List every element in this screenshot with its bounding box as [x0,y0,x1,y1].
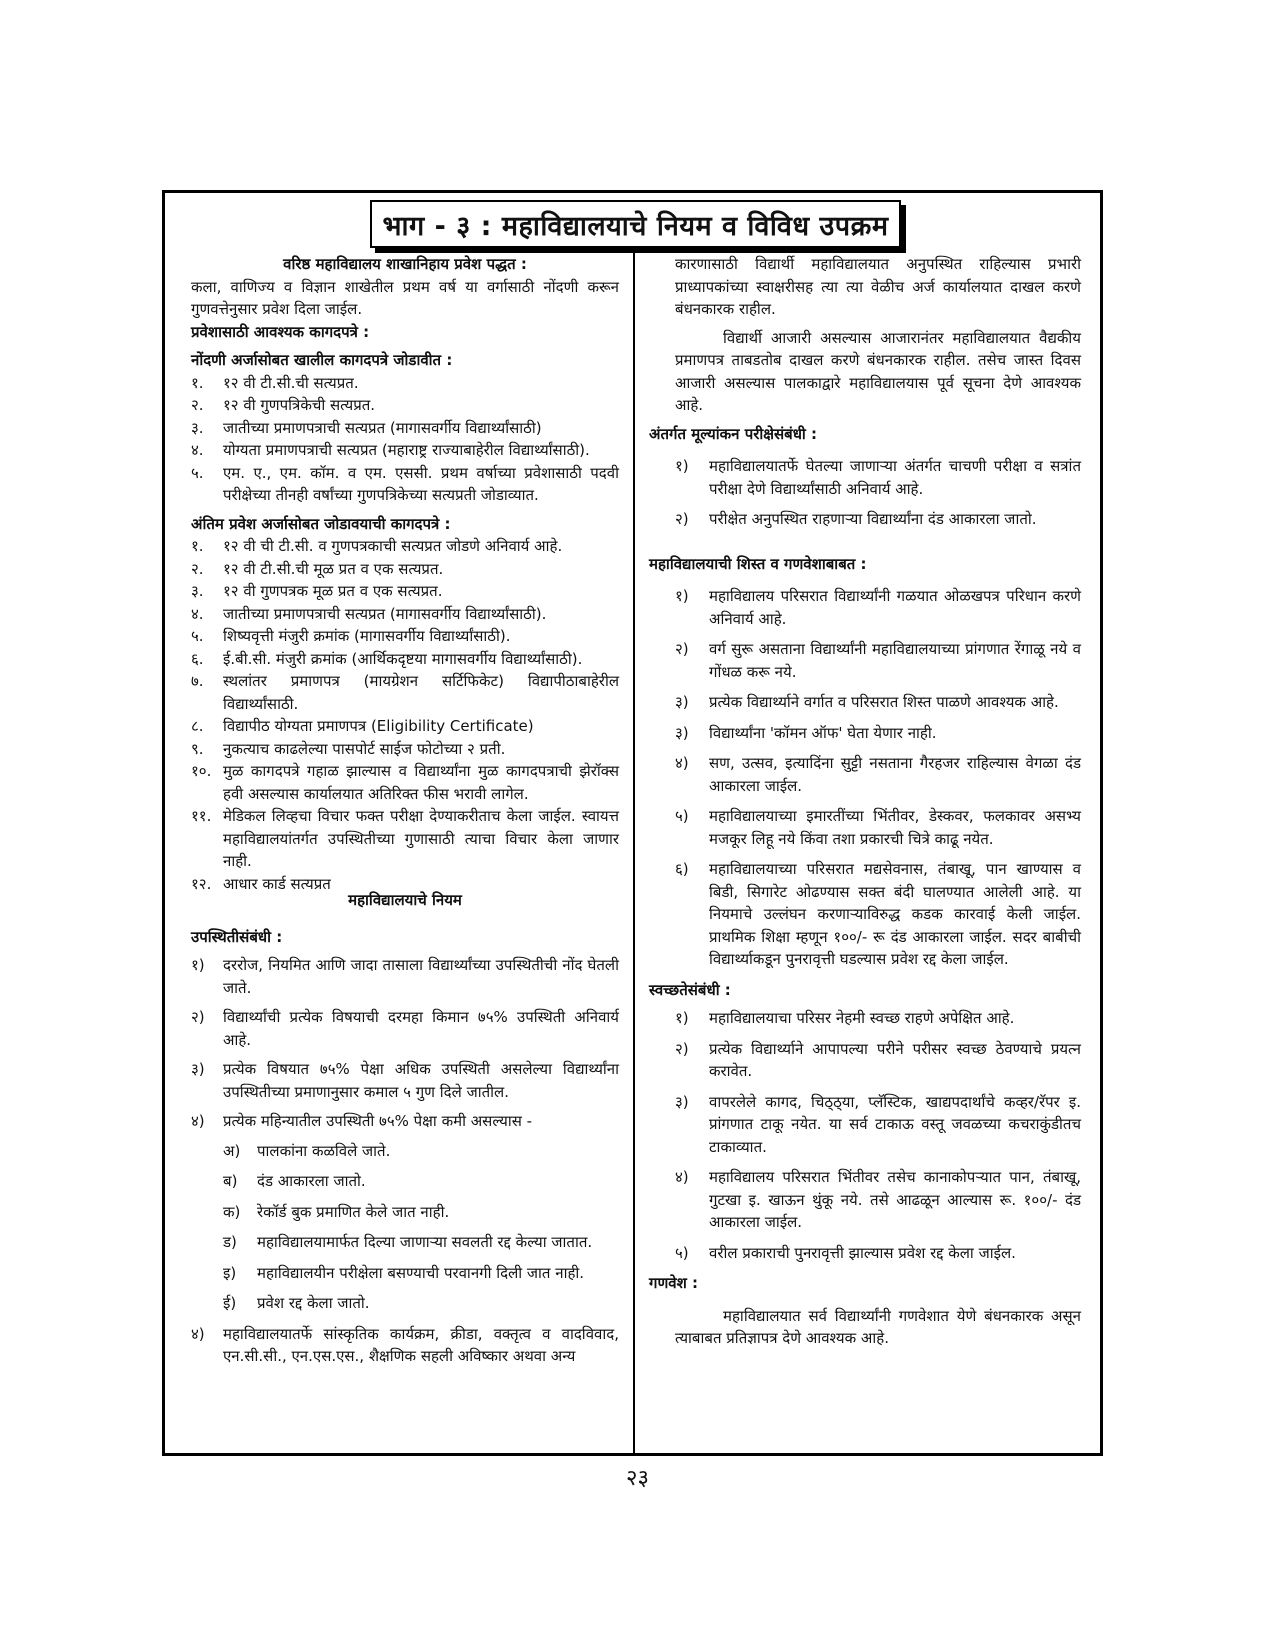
rules-heading: महाविद्यालयाचे नियम [348,891,462,909]
list-item [191,715,619,738]
list-item [649,1091,1081,1159]
list-item [649,1242,1081,1265]
list-item [191,1110,619,1133]
item-text: दररोज, नियमित आणि जादा तासाला विद्यार्थ्यांच्या उपस्थितीची नोंद घेतली जाते. [223,956,619,997]
list-item [191,462,619,507]
item-text: महाविद्यालयातर्फे सांस्कृतिक कार्यक्रम, क्रीडा, वक्तृत्व व वादविवाद, एन.सी.सी., एन.एस.एस., शैक्षणिक सहली अविष्कार अथवा अन्य [223,1324,619,1365]
item-text: ई.बी.सी. मंजुरी क्रमांक (आर्थिकदृष्टया मागासवर्गीय विद्यार्थ्यांसाठी). [223,649,583,668]
list-item [649,1007,1081,1030]
item-text: जातीच्या प्रमाणपत्राची सत्यप्रत (मागासवर्गीय विद्यार्थ्यांसाठी) [223,418,542,437]
item-text: १२ वी गुणपत्रक मूळ प्रत व एक सत्यप्रत. [223,582,443,600]
list-item [649,1166,1081,1234]
list-item [191,1292,619,1315]
item-text: १२ वी गुणपत्रिकेची सत्यप्रत. [223,396,376,414]
item-number: ई) [223,1294,237,1312]
registration-list [191,372,619,507]
list-item [191,760,619,805]
list-item [191,535,619,558]
page-frame [162,190,1103,1456]
item-text: परीक्षेत अनुपस्थित राहणाऱ्या विद्यार्थ्यांना दंड आकारला जातो. [709,510,1037,528]
section-title: भाग - ३ : महाविद्यालयाचे नियम व विविध उपक्रम [382,210,889,242]
list-item [191,1058,619,1103]
item-number: ६. [191,649,204,668]
admission-text: कला, वाणिज्य व विज्ञान शाखेतील प्रथम वर्ष या वर्गासाठी नोंदणी करून गुणवत्तेनुसार प्रवेश दिला जाईल. [191,277,619,318]
item-number: ४) [675,754,689,772]
list-item [649,691,1081,714]
item-number: ४) [675,1168,689,1186]
attendance-heading: उपस्थितीसंबंधी : [191,927,283,946]
list-item [191,1201,619,1224]
item-text: रेकॉर्ड बुक प्रमाणित केले जात नाही. [257,1202,450,1221]
item-text: नुकत्याच काढलेल्या पासपोर्ट साईज फोटोच्या २ प्रती. [223,739,506,758]
list-item [649,752,1081,797]
item-text: प्रत्येक विषयात ७५% पेक्षा अधिक उपस्थिती असलेल्या विद्यार्थ्यांना उपस्थितीच्या प्रमाणानुसार कमाल ५ गुण दिले जातील. [223,1060,619,1101]
item-text: १२ वी टी.सी.ची मूळ प्रत व एक सत्यप्रत. [223,559,444,578]
item-number: इ) [223,1263,237,1282]
list-item [191,1006,619,1051]
list-item [191,1140,619,1163]
item-number: ४) [191,1112,205,1130]
list-item [191,738,619,761]
list-item [191,1170,619,1193]
item-text: मेडिकल लिव्हचा विचार फक्त परीक्षा देण्याकरीताच केला जाईल. स्वायत्त महाविद्यालयांतर्गत उपस्थितीच्या गुणासाठी त्याचा विचार केला जाणार नाही. [223,807,619,870]
list-item [649,455,1081,500]
list-item [191,1323,619,1368]
item-text: महाविद्यालयाचा परिसर नेहमी स्वच्छ राहणे अपेक्षित आहे. [709,1009,1015,1027]
list-item [649,858,1081,971]
item-text: प्रवेश रद्द केला जातो. [257,1294,370,1312]
left-column [191,253,619,1375]
list-item [191,954,619,999]
item-number: २) [675,640,689,658]
list-item [191,603,619,626]
list-item [191,417,619,440]
list-item [191,558,619,581]
item-number: १२. [191,874,212,893]
item-number: ११. [191,807,212,825]
list-item [649,585,1081,630]
item-number: ड) [223,1233,237,1251]
page-number: २३ [626,1466,649,1491]
item-text: शिष्यवृत्ती मंजुरी क्रमांक (मागासवर्गीय विद्यार्थ्यांसाठी). [223,627,511,645]
list-item [191,648,619,671]
item-number: २) [675,510,689,528]
list-item [649,508,1081,531]
item-number: ३) [675,693,689,711]
item-number: ९. [191,739,204,758]
registration-heading: नोंदणी अर्जासोबत खालील कागदपत्रे जोडावीत : [191,351,453,369]
list-item [191,1262,619,1285]
item-number: १. [191,373,204,392]
item-number: २. [191,396,204,414]
item-text: प्रत्येक विद्यार्थ्याने आपापल्या परीने परीसर स्वच्छ ठेवण्याचे प्रयत्न करावेत. [709,1039,1081,1080]
item-number: ५. [191,463,204,482]
item-text: महाविद्यालयाच्या इमारतींच्या भिंतीवर, डेस्कवर, फलकावर असभ्य मजकूर लिहू नये किंवा तशा प्रकारची चित्रे काढू नयेत. [709,807,1081,848]
item-text: महाविद्यालयाच्या परिसरात मद्यसेवनास, तंबाखू, पान खाण्यास व बिडी, सिगारेट ओढण्यास सक्त बंदी घालण्यात आलेली आहे. या नियमाचे उल्लंघन करणाऱ्याविरुद्ध कडक कारवाई केली जाईल. प्राथमिक शिक्षा म्हणून १००/- रू दंड आकारला जाईल. सदर बाबीची विद्यार्थ्याकडून पुनरावृत्ती घडल्यास प्रवेश रद्द केला जाईल. [709,860,1081,968]
item-number: ६) [675,860,689,878]
item-text: महाविद्यालयीन परीक्षेला बसण्याची परवानगी दिली जात नाही. [257,1263,585,1282]
item-number: २. [191,559,204,578]
item-number: १) [675,1009,689,1027]
illness-text: विद्यार्थी आजारी असल्यास आजारानंतर महाविद्यालयात वैद्यकीय प्रमाणपत्र ताबडतोब दाखल करणे बंधनकारक राहील. तसेच जास्त दिवस आजारी असल्यास पालकाद्वारे महाविद्यालयास पूर्व सूचना देणे आवश्यक आहे. [675,328,1081,414]
list-item [191,1231,619,1254]
item-text: योग्यता प्रमाणपत्राची सत्यप्रत (महाराष्ट्र राज्याबाहेरील विद्यार्थ्यांसाठी). [223,441,590,459]
item-number: २) [191,1008,205,1026]
item-number: १) [675,587,689,605]
item-number: ४. [191,441,204,459]
internal-heading: अंतर्गत मूल्यांकन परीक्षेसंबंधी : [649,424,818,443]
right-column [649,253,1081,1350]
continued-text: कारणासाठी विद्यार्थी महाविद्यालयात अनुपस्थित राहिल्यास प्रभारी प्राध्यापकांच्या स्वाक्षरीसह त्या त्या वेळीच अर्ज कार्यालयात दाखल करणे बंधनकारक राहील. [675,255,1081,318]
item-number: ब) [223,1172,238,1190]
item-text: मुळ कागदपत्रे गहाळ झाल्यास व विद्यार्थ्यांना मुळ कागदपत्राची झेरॉक्स हवी असल्यास कार्यालयात अतिरिक्त फीस भरावी लागेल. [223,762,619,803]
item-text: सण, उत्सव, इत्यादिंना सुट्टी नसताना गैरहजर राहिल्यास वेगळा दंड आकारला जाईल. [709,754,1081,795]
internal-list [649,455,1081,531]
item-text: स्थलांतर प्रमाणपत्र (मायग्रेशन सर्टिफिकेट) विद्यापीठाबाहेरील विद्यार्थ्यांसाठी. [223,672,619,713]
list-item [191,439,619,462]
list-item [649,638,1081,683]
item-text: प्रत्येक महिन्यातील उपस्थिती ७५% पेक्षा कमी असल्यास - [223,1112,533,1130]
item-number: क) [223,1202,241,1221]
uniform-text: महाविद्यालयात सर्व विद्यार्थ्यांनी गणवेशात येणे बंधनकारक असून त्याबाबत प्रतिज्ञापत्र देणे आवश्यक आहे. [675,1306,1081,1347]
item-number: ५. [191,627,204,645]
item-number: ८. [191,717,204,735]
list-item [191,394,619,417]
item-text: वर्ग सुरू असताना विद्यार्थ्यांनी महाविद्यालयाच्या प्रांगणात रेंगाळू नये व गोंधळ करू नये. [709,640,1081,681]
final-heading: अंतिम प्रवेश अर्जासोबत जोडावयाची कागदपत्रे : [191,514,451,533]
section-title-box [370,200,901,248]
list-item [649,805,1081,850]
list-item [191,580,619,603]
docs-heading: प्रवेशासाठी आवश्यक कागदपत्रे : [191,322,370,341]
item-text: महाविद्यालयामार्फत दिल्या जाणाऱ्या सवलती रद्द केल्या जातात. [257,1233,593,1251]
final-list [191,535,619,895]
list-item [649,1038,1081,1083]
item-number: १०. [191,762,212,780]
item-text: विद्यापीठ योग्यता प्रमाणपत्र (Eligibility Certificate) [223,717,534,735]
item-number: १) [191,956,205,974]
item-text: जातीच्या प्रमाणपत्राची सत्यप्रत (मागासवर्गीय विद्यार्थ्यांसाठी). [223,604,547,623]
list-item [191,805,619,873]
item-text: वरील प्रकाराची पुनरावृत्ती झाल्यास प्रवेश रद्द केला जाईल. [709,1243,1016,1262]
uniform-heading: गणवेश : [649,1274,699,1292]
item-text: एम. ए., एम. कॉम. व एम. एससी. प्रथम वर्षाच्या प्रवेशासाठी पदवी परीक्षेच्या तीनही वर्षांच्या गुणपत्रिकेच्या सत्यप्रती जोडाव्यात. [223,463,619,504]
item-text: दंड आकारला जातो. [257,1172,366,1190]
item-text: पालकांना कळविले जाते. [257,1141,391,1160]
list-item [649,722,1081,745]
item-text: महाविद्यालय परिसरात भिंतीवर तसेच कानाकोपऱ्यात पान, तंबाखू, गुटखा इ. खाऊन थुंकू नये. तसे आढळून आल्यास रू. १००/- दंड आकारला जाईल. [709,1168,1081,1231]
list-item [191,372,619,395]
item-number: ३. [191,582,204,600]
item-number: ३) [675,1092,689,1111]
item-number: ३) [191,1060,205,1078]
attendance-list [191,954,619,1133]
admission-heading: वरिष्ठ महाविद्यालय शाखानिहाय प्रवेश पद्धत : [283,255,527,273]
item-number: ४. [191,604,204,623]
item-number: ७. [191,672,204,690]
column-divider [633,248,635,1453]
item-number: ३) [675,723,689,742]
item-number: २) [675,1039,689,1058]
item-text: वापरलेले कागद, चिठ्ठ्या, प्लॅस्टिक, खाद्यपदार्थांचे कव्हर/रॅपर इ. प्रांगणात टाकू नयेत. या सर्व टाकाऊ वस्तू जवळच्या कचराकुंडीतच टाकाव्यात. [709,1092,1081,1156]
item-number: ५) [675,1243,689,1262]
item-text: १२ वी ची टी.सी. व गुणपत्रकाची सत्यप्रत जोडणे अनिवार्य आहे. [223,537,563,555]
list-item [191,670,619,715]
list-item [191,625,619,648]
item-number: ५) [675,807,689,825]
item-text: आधार कार्ड सत्यप्रत [223,874,331,893]
item-number: ३. [191,418,204,437]
item-text: विद्यार्थ्यांची प्रत्येक विषयाची दरमहा किमान ७५% उपस्थिती अनिवार्य आहे. [223,1008,619,1049]
item-text: प्रत्येक विद्यार्थ्याने वर्गात व परिसरात शिस्त पाळणे आवश्यक आहे. [709,693,1059,711]
cleanliness-list [649,1007,1081,1264]
item-number: १. [191,537,204,555]
item-text: विद्यार्थ्यांना 'कॉमन ऑफ' घेता येणार नाही. [709,723,937,742]
item-text: महाविद्यालय परिसरात विद्यार्थ्यांनी गळयात ओळखपत्र परिधान करणे अनिवार्य आहे. [709,587,1081,628]
cleanliness-heading: स्वच्छतेसंबंधी : [649,980,731,999]
discipline-list [649,585,1081,971]
item-number: १) [675,457,689,475]
item-number: अ) [223,1141,241,1160]
item-text: महाविद्यालयातर्फे घेतल्या जाणाऱ्या अंतर्गत चाचणी परीक्षा व सत्रांत परीक्षा देणे विद्यार्थ्यांसाठी अनिवार्य आहे. [709,457,1081,498]
item-text: १२ वी टी.सी.ची सत्यप्रत. [223,373,359,392]
discipline-heading: महाविद्यालयाची शिस्त व गणवेशाबाबत : [649,554,867,573]
attendance-sub-list [191,1140,619,1315]
item-number: ४) [191,1324,205,1343]
